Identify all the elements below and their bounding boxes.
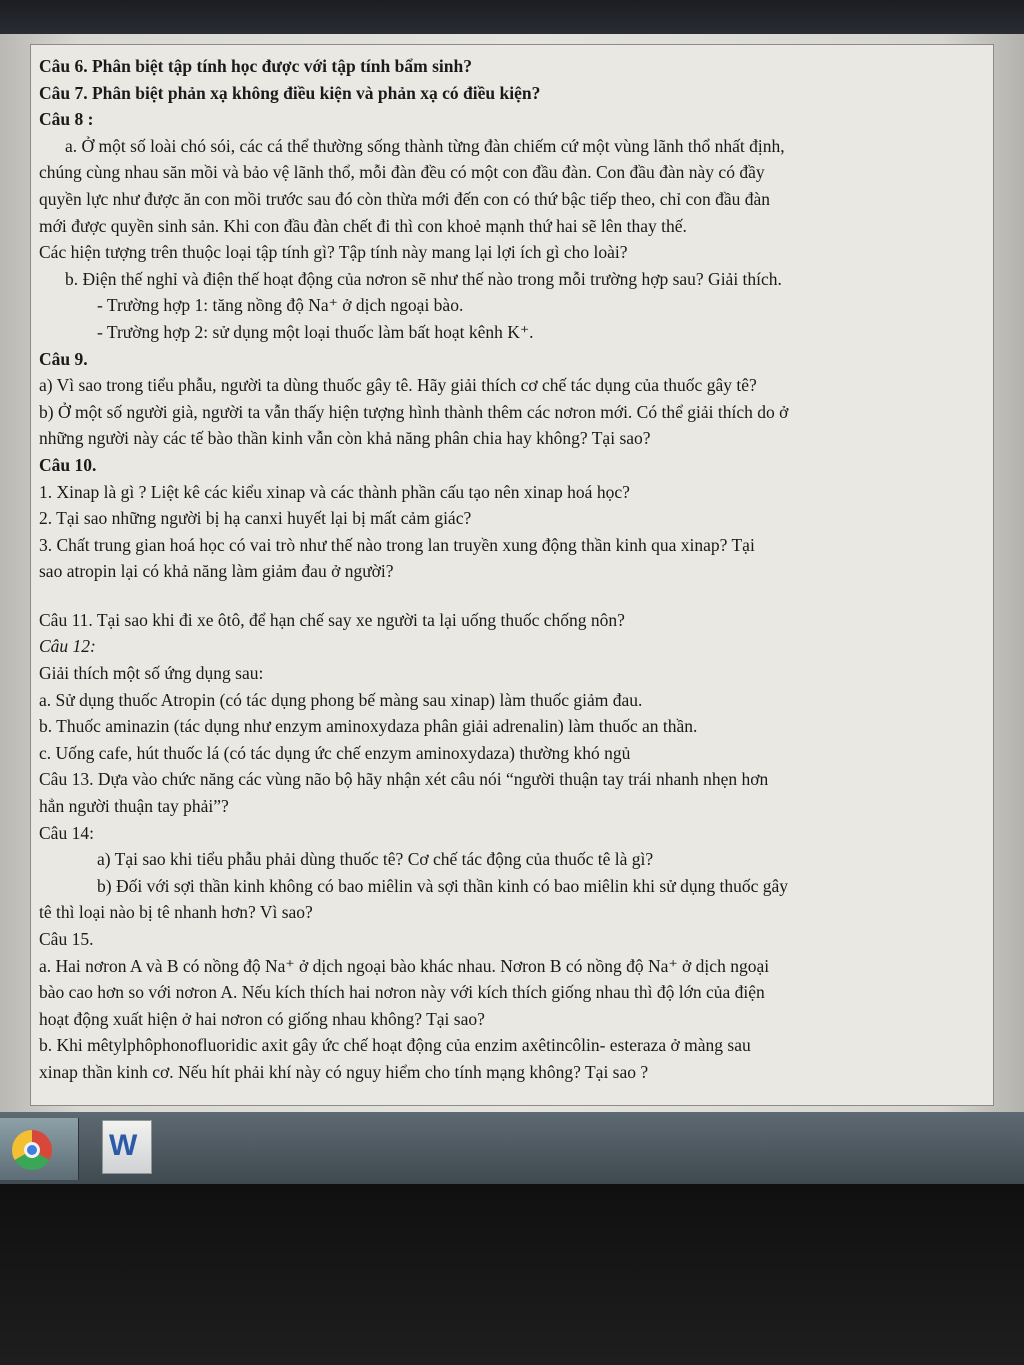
document-line: Câu 15.	[39, 929, 94, 949]
document-line: b) Ở một số người già, người ta vẫn thấy hiện tượng hình thành thêm các nơron mới. Có thể giải thích do ở	[39, 401, 789, 422]
document-line: Giải thích một số ứng dụng sau:	[39, 663, 264, 684]
document-line: 2. Tại sao những người bị hạ canxi huyết lại bị mất cảm giác?	[39, 508, 472, 529]
document-line: 1. Xinap là gì ? Liệt kê các kiểu xinap và các thành phần cấu tạo nên xinap hoá học?	[39, 481, 630, 502]
document-line: Câu 10.	[39, 454, 97, 475]
document-line: 3. Chất trung gian hoá học có vai trò như thế nào trong lan truyền xung động thần kinh qua xinap? Tại	[39, 534, 755, 555]
word-icon: W	[109, 1129, 138, 1162]
document-line: Câu 13. Dựa vào chức năng các vùng não bộ hãy nhận xét câu nói “người thuận tay trái nhanh nhẹn hơn	[39, 769, 769, 790]
document-line: a. Hai nơron A và B có nồng độ Na⁺ ở dịch ngoại bào khác nhau. Nơron B có nồng độ Na⁺ ở dịch ngoại	[39, 955, 770, 976]
document-line: Câu 9.	[39, 348, 88, 369]
document-line: b. Khi mêtylphôphonofluoridic axit gây ức chế hoạt động của enzim axêtincôlin- esteraza ở màng sau	[39, 1035, 751, 1056]
document-line: b. Điện thế nghỉ và điện thế hoạt động của nơron sẽ như thế nào trong mỗi trường hợp sau? Giải thích.	[65, 268, 782, 289]
document-line: hẳn người thuận tay phải”?	[39, 796, 229, 817]
document-line: bào cao hơn so với nơron A. Nếu kích thích hai nơron này với kích thích giống nhau thì độ lớn của điện	[39, 982, 765, 1003]
document-line: tê thì loại nào bị tê nhanh hơn? Vì sao?	[39, 902, 313, 923]
taskbar	[0, 1112, 1024, 1184]
document-line: c. Uống cafe, hút thuốc lá (có tác dụng ức chế enzym aminoxydaza) thường khó ngủ	[39, 742, 631, 763]
document-line: Các hiện tượng trên thuộc loại tập tính gì? Tập tính này mang lại lợi ích gì cho loài?	[39, 242, 628, 263]
document-line: Câu 8 :	[39, 109, 94, 130]
document-line: b) Đối với sợi thần kinh không có bao miêlin và sợi thần kinh có bao miêlin khi sử dụng thuốc gây	[97, 875, 788, 896]
monitor-bezel-bottom	[0, 1184, 1024, 1365]
document-body	[31, 45, 1001, 1086]
document-page[interactable]	[30, 44, 994, 1106]
document-line: Câu 7. Phân biệt phản xạ không điều kiện và phản xạ có điều kiện?	[39, 82, 541, 103]
document-line: mới được quyền sinh sản. Khi con đầu đàn chết đi thì con khoẻ mạnh thứ hai sẽ lên thay thế.	[39, 215, 687, 236]
taskbar-chrome-button[interactable]	[0, 1118, 79, 1180]
document-line: chúng cùng nhau săn mồi và bảo vệ lãnh thổ, mỗi đàn đều có một con đầu đàn. Con đầu đàn này có đầy	[39, 162, 765, 183]
document-line: xinap thần kinh cơ. Nếu hít phải khí này có nguy hiểm cho tính mạng không? Tại sao ?	[39, 1061, 649, 1082]
taskbar-word-button[interactable]	[102, 1120, 152, 1174]
document-line: hoạt động xuất hiện ở hai nơron có giống nhau không? Tại sao?	[39, 1008, 485, 1029]
document-line: Câu 12:	[39, 636, 96, 657]
document-line: a. Sử dụng thuốc Atropin (có tác dụng phong bế màng sau xinap) làm thuốc giảm đau.	[39, 689, 643, 710]
document-line: Câu 11. Tại sao khi đi xe ôtô, để hạn chế say xe người ta lại uống thuốc chống nôn?	[39, 609, 625, 630]
document-line: a) Tại sao khi tiểu phẫu phải dùng thuốc tê? Cơ chế tác động của thuốc tê là gì?	[97, 849, 654, 870]
document-line: sao atropin lại có khả năng làm giảm đau ở người?	[39, 561, 394, 582]
document-line: Câu 14:	[39, 822, 94, 843]
chrome-icon	[12, 1130, 52, 1170]
blank-line	[39, 585, 997, 607]
document-line: Câu 6. Phân biệt tập tính học được với tập tính bẩm sinh?	[39, 56, 472, 76]
document-line: a) Vì sao trong tiểu phẫu, người ta dùng thuốc gây tê. Hãy giải thích cơ chế tác dụng của thuốc gây tê?	[39, 375, 757, 396]
document-line: những người này các tế bào thần kinh vẫn còn khả năng phân chia hay không? Tại sao?	[39, 428, 651, 449]
document-line: a. Ở một số loài chó sói, các cá thể thường sống thành từng đàn chiếm cứ một vùng lãnh thổ nhất định,	[65, 135, 785, 156]
document-line: - Trường hợp 2: sử dụng một loại thuốc làm bất hoạt kênh K⁺.	[97, 321, 534, 342]
document-line: - Trường hợp 1: tăng nồng độ Na⁺ ở dịch ngoại bào.	[97, 295, 464, 316]
document-line: quyền lực như được ăn con mồi trước sau đó còn thừa mới đến con có thứ bậc tiếp theo, chỉ con đầu đàn	[39, 188, 771, 209]
document-line: b. Thuốc aminazin (tác dụng như enzym aminoxydaza phân giải adrenalin) làm thuốc an thần.	[39, 716, 698, 737]
